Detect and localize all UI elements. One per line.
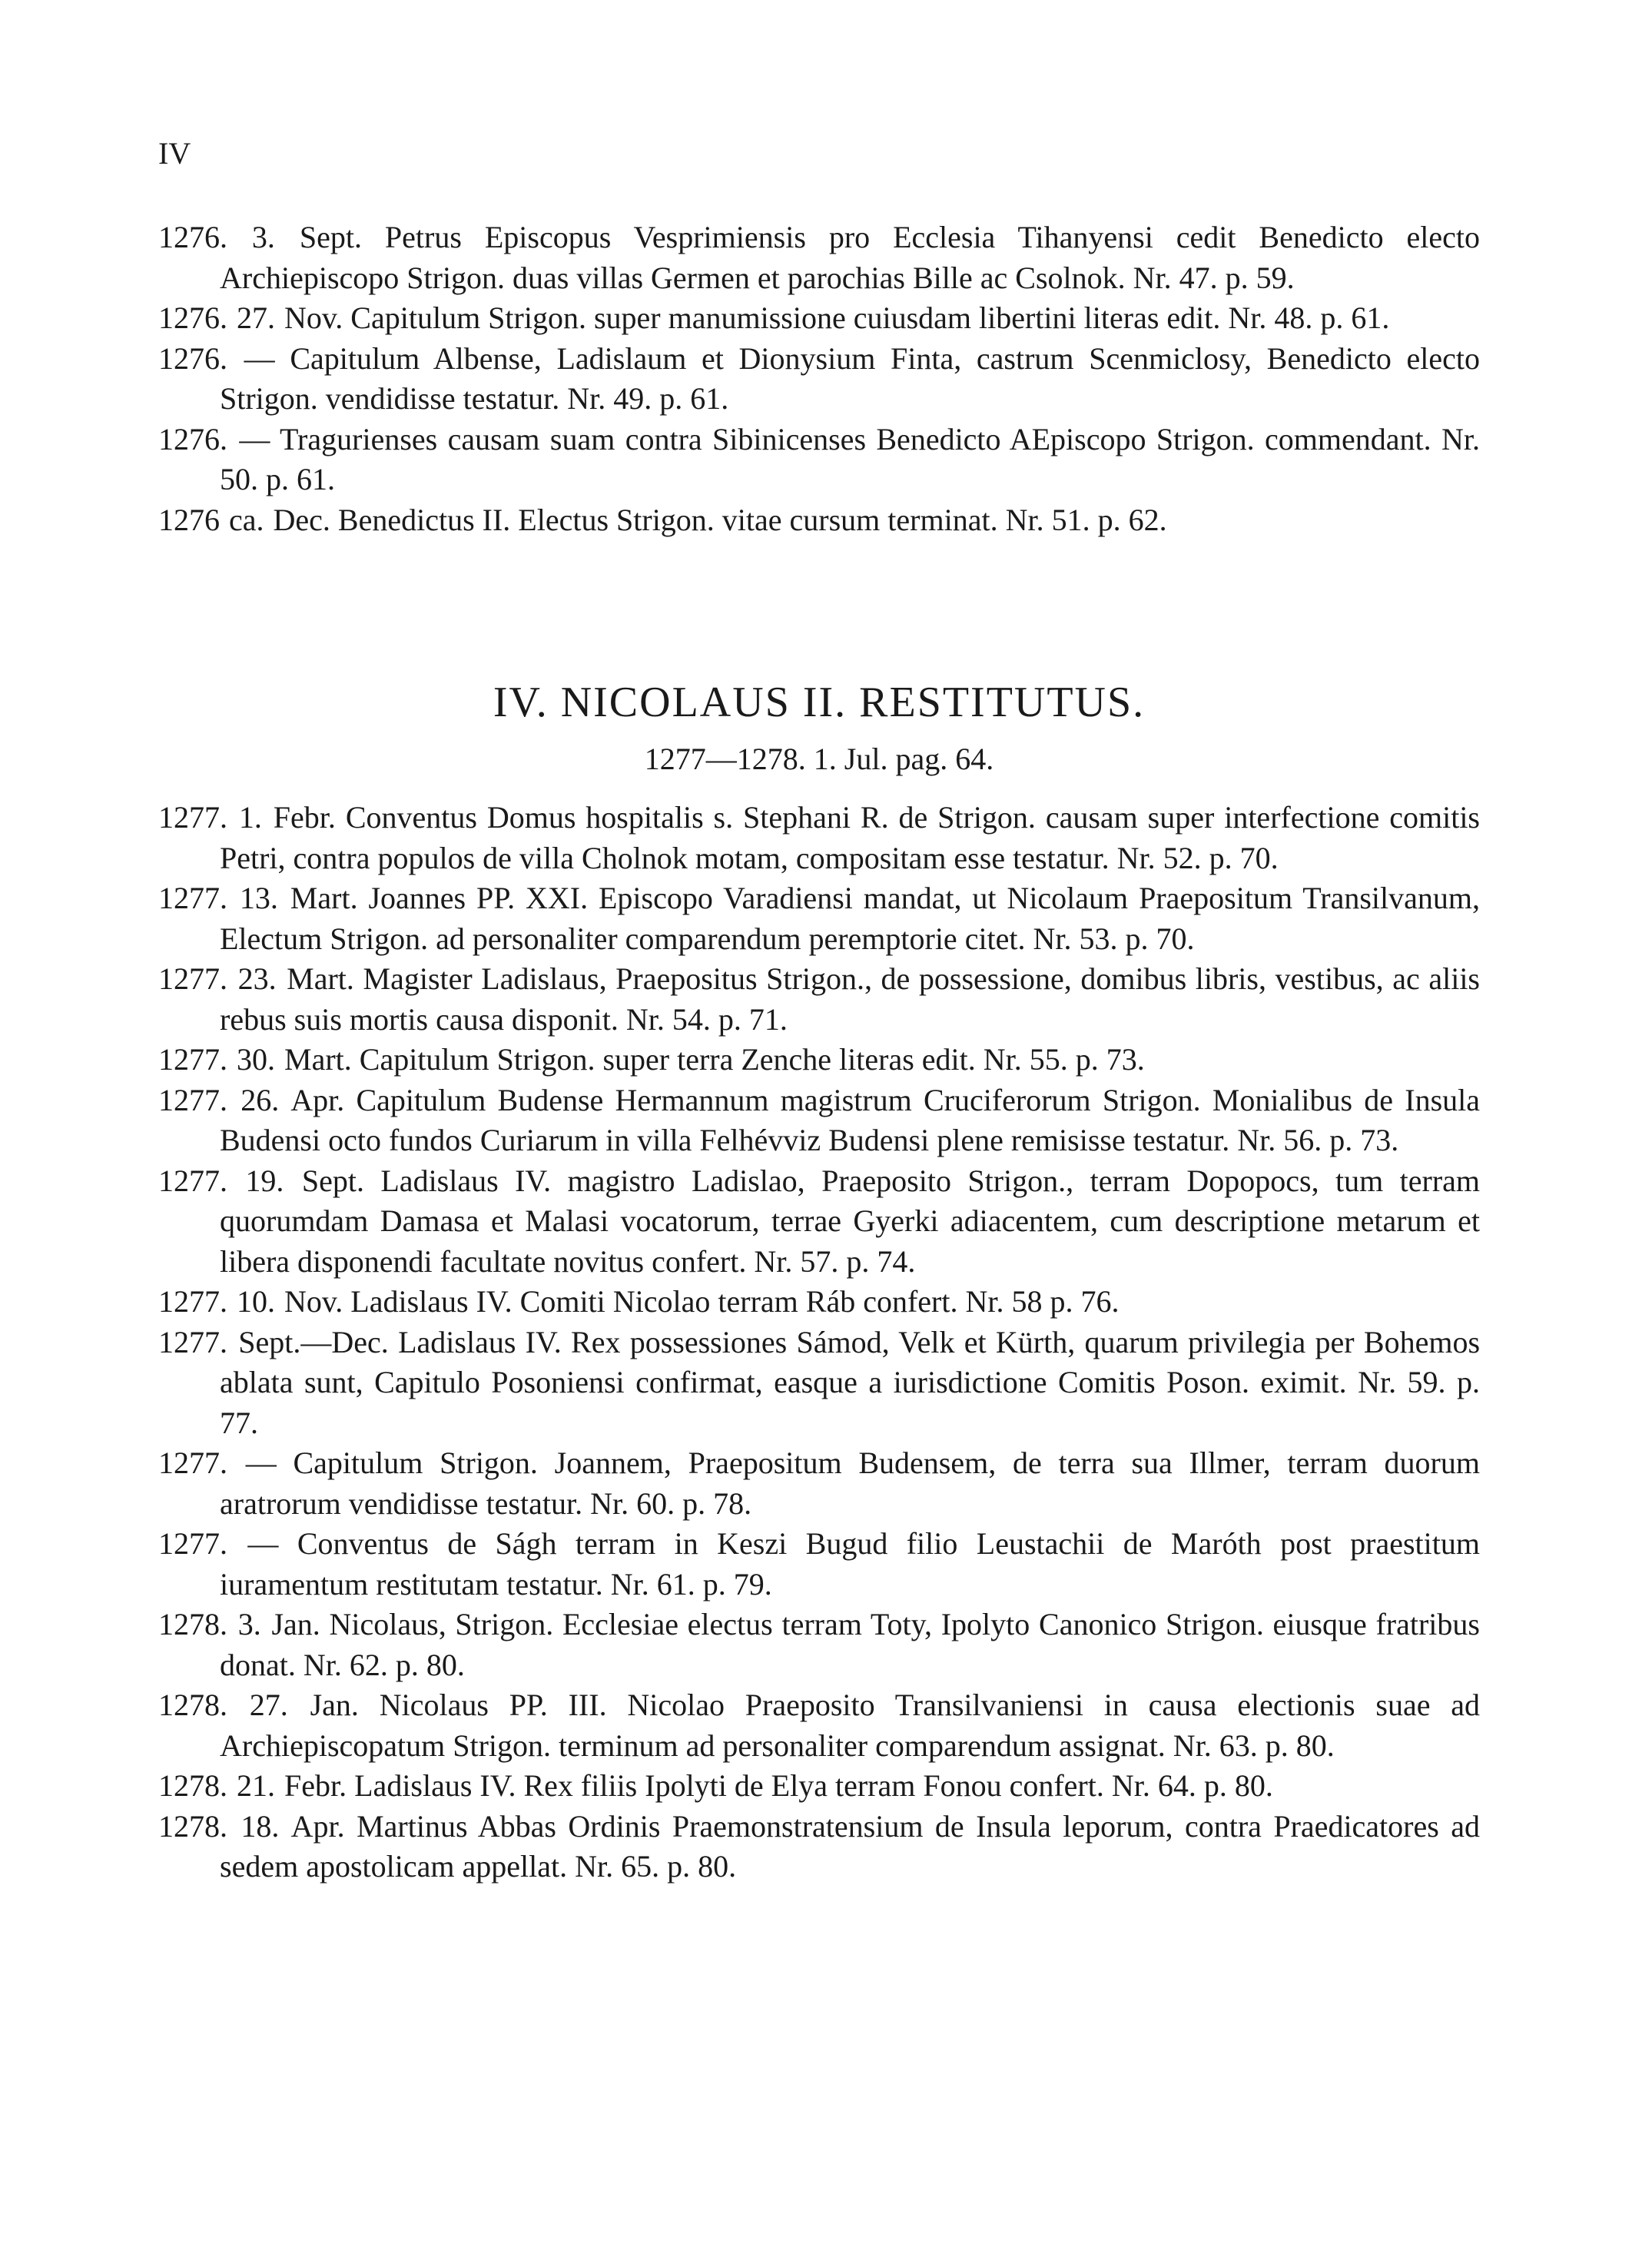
entry-text: Capitulum Strigon. super terra Zenche literas edit. Nr. 55. p. 73. [359,1042,1145,1077]
list-item [158,798,1480,878]
entry-text: Capitulum Budense Hermannum magistrum Cruciferorum Strigon. Monialibus de Insula Budensi octo fundos Curiarum in villa Felhévviz Budensi plene remisisse testatur. Nr. 56. p. 73. [220,1082,1481,1157]
entry-text: Magister Ladislaus, Praepositus Strigon., de possessione, domibus libris, vestibus, ac aliis rebus suis mortis causa disponit. Nr. 54. p. 71. [220,961,1481,1037]
page-number: IV [158,136,191,171]
entry-text: Ladislaus IV. Comiti Nicolao terram Ráb confert. Nr. 58 p. 76. [350,1284,1120,1319]
entry-date: 1277. 19. Sept. [158,1163,364,1198]
entry-text: Nicolaus, Strigon. Ecclesiae electus terram Toty, Ipolyto Canonico Strigon. eiusque fratribus donat. Nr. 62. p. 80. [220,1607,1480,1682]
entry-text: Joannes PP. XXI. Episcopo Varadiensi mandat, ut Nicolaum Praepositum Transilvanum, Electum Strigon. ad personaliter comparendum peremptorie citet. Nr. 53. p. 70. [220,881,1480,956]
list-item [158,298,1480,339]
section-heading: IV. NICOLAUS II. RESTITUTUS. [493,679,1146,726]
entry-text: Tragurienses causam suam contra Sibinicenses Benedicto AEpiscopo Strigon. commendant. Nr. 50. p. 61. [220,421,1480,496]
list-item [158,339,1480,420]
entry-date: 1277. Sept.—Dec. [158,1324,389,1359]
list-item [158,959,1480,1040]
entry-date: 1277. 30. Mart. [158,1042,352,1077]
entry-date: 1277. — [158,1526,279,1561]
list-item [158,878,1480,959]
entry-text: Capitulum Strigon. super manumissione cuiusdam libertini literas edit. Nr. 48. p. 61. [350,300,1390,335]
entries-after-list [158,798,1480,1887]
list-item [158,1323,1480,1444]
entry-date: 1277. 26. Apr. [158,1082,345,1117]
entry-date: 1276. 27. Nov. [158,300,343,335]
list-item [158,1807,1480,1887]
entry-date: 1277. 13. Mart. [158,881,358,915]
list-item [158,1443,1480,1524]
list-item [158,420,1480,500]
entry-date: 1277. — [158,1446,277,1480]
entry-text: Capitulum Strigon. Joannem, Praepositum Budensem, de terra sua Illmer, terram duorum aratrorum vendidisse testatur. Nr. 60. p. 78. [220,1446,1480,1521]
list-item [158,1766,1480,1807]
entry-text: Ladislaus IV. Rex filiis Ipolyti de Elya terram Fonou confert. Nr. 64. p. 80. [354,1768,1273,1803]
entry-date: 1278. 21. Febr. [158,1768,347,1803]
entry-date: 1277. 1. Febr. [158,800,336,835]
list-item [158,1685,1480,1766]
list-item [158,1605,1480,1685]
list-item [158,500,1480,541]
entry-text: Nicolaus PP. III. Nicolao Praeposito Transilvaniensi in causa electionis suae ad Archiepiscopatum Strigon. terminum ad personaliter comparendum assignat. Nr. 63. p. 80. [220,1688,1481,1763]
entry-text: Benedictus II. Electus Strigon. vitae cursum terminat. Nr. 51. p. 62. [337,502,1167,537]
entry-date: 1278. 18. Apr. [158,1808,345,1844]
entry-text: Conventus Domus hospitalis s. Stephani R. de Strigon. causam super interfectione comitis Petri, contra populos de villa Cholnok motam, compositam esse testatur. Nr. 52. p. 70. [220,800,1480,875]
entry-text: Petrus Episcopus Vesprimiensis pro Ecclesia Tihanyensi cedit Benedicto electo Archiepiscopo Strigon. duas villas Germen et parochias Bille ac Csolnok. Nr. 47. p. 59. [220,220,1481,295]
entry-date: 1276. 3. Sept. [158,220,362,254]
section-subheading: 1277—1278. 1. Jul. pag. 64. [644,742,994,776]
entry-date: 1278. 27. Jan. [158,1688,359,1722]
entry-text: Capitulum Albense, Ladislaum et Dionysium Finta, castrum Scenmiclosy, Benedicto electo Strigon. vendidisse testatur. Nr. 49. p. 61. [220,340,1481,416]
list-item [158,1161,1480,1283]
entry-text: Martinus Abbas Ordinis Praemonstratensium de Insula leporum, contra Praedicatores ad sedem apostolicam appellat. Nr. 65. p. 80. [220,1808,1480,1884]
list-item [158,1282,1480,1323]
list-item [158,1524,1480,1605]
list-item [158,217,1480,298]
entry-date: 1278. 3. Jan. [158,1607,320,1641]
entry-date: 1276. — [158,340,275,376]
entry-text: Conventus de Ságh terram in Keszi Bugud filio Leustachii de Maróth post praestitum iuramentum restitutam testatur. Nr. 61. p. 79. [220,1526,1481,1602]
entries-before-list [158,217,1480,540]
list-item [158,1080,1480,1161]
entry-date: 1276. — [158,421,270,456]
entry-date: 1277. 23. Mart. [158,961,354,996]
entry-date: 1277. 10. Nov. [158,1284,343,1319]
entry-text: Ladislaus IV. Rex possessiones Sámod, Velk et Kürth, quarum privilegia per Bohemos ablata sunt, Capitulo Posoniensi confirmat, easque a iurisdictione Comitis Poson. eximit. Nr. 59. p. 77. [220,1324,1481,1440]
entry-date: 1276 ca. Dec. [158,502,330,537]
list-item [158,1040,1480,1080]
entry-text: Ladislaus IV. magistro Ladislao, Praeposito Strigon., terram Dopopocs, tum terram quorumdam Damasa et Malasi vocatorum, terrae Gyerki adiacentem, cum descriptione metarum et libera disponendi facultate novitus confert. Nr. 57. p. 74. [220,1163,1480,1279]
